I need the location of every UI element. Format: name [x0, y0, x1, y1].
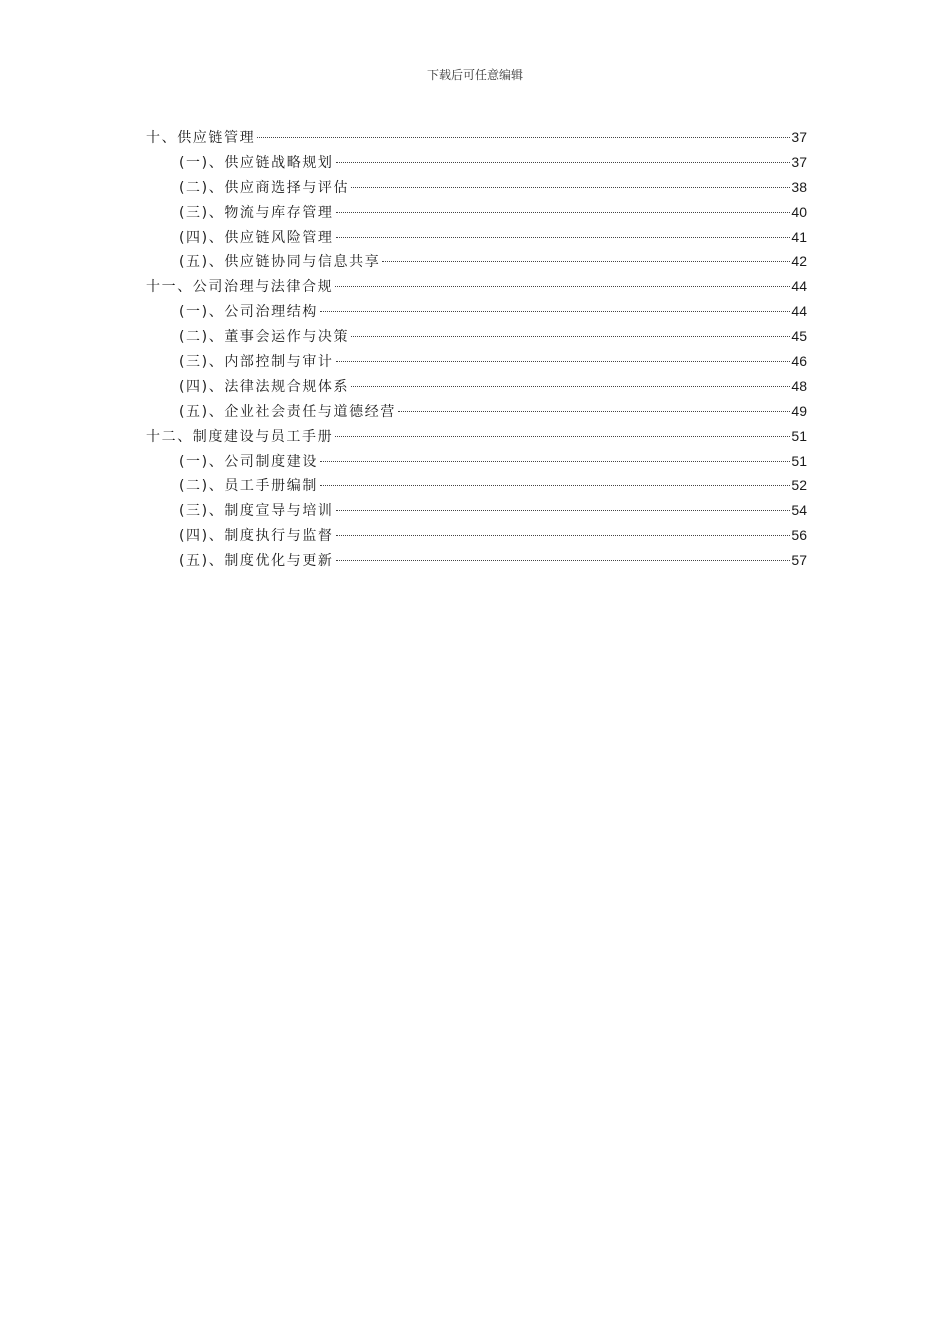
toc-entry-title: 十、供应链管理	[146, 130, 256, 146]
toc-section-entry[interactable]	[146, 175, 807, 200]
toc-dot-leader	[336, 535, 791, 536]
toc-dot-leader	[336, 237, 791, 238]
toc-dot-leader	[335, 436, 790, 437]
toc-chapter-entry[interactable]	[146, 424, 807, 449]
toc-page-number: 44	[791, 303, 807, 320]
toc-section-entry[interactable]	[146, 225, 807, 250]
toc-page-number: 51	[791, 452, 807, 469]
toc-section-entry[interactable]	[146, 548, 807, 573]
toc-dot-leader	[257, 137, 790, 138]
toc-chapter-entry[interactable]	[146, 274, 807, 299]
toc-page-number: 56	[791, 527, 807, 544]
toc-page-number: 38	[791, 178, 807, 195]
toc-section-entry[interactable]	[146, 249, 807, 274]
toc-entry-title: (二)、供应商选择与评估	[179, 179, 350, 196]
toc-dot-leader	[336, 361, 791, 362]
toc-page-number: 57	[791, 552, 807, 569]
toc-section-entry[interactable]	[146, 374, 807, 399]
toc-dot-leader	[336, 510, 791, 511]
toc-page-number: 40	[791, 203, 807, 220]
toc-dot-leader	[320, 461, 790, 462]
toc-entry-title: (一)、公司制度建设	[179, 453, 318, 470]
toc-section-entry[interactable]	[146, 449, 807, 474]
toc-page-number: 52	[791, 477, 807, 494]
toc-page-number: 37	[791, 129, 807, 145]
toc-entry-title: (五)、供应链协同与信息共享	[179, 254, 381, 271]
toc-dot-leader	[320, 485, 790, 486]
toc-page-number: 45	[791, 328, 807, 345]
table-of-contents	[146, 125, 807, 573]
toc-dot-leader	[351, 187, 790, 188]
toc-dot-leader	[336, 162, 791, 163]
toc-dot-leader	[335, 286, 790, 287]
toc-dot-leader	[336, 212, 791, 213]
toc-page-number: 49	[791, 402, 807, 419]
toc-chapter-entry[interactable]	[146, 125, 807, 150]
toc-entry-title: (四)、供应链风险管理	[179, 229, 334, 246]
toc-page-number: 44	[791, 278, 807, 295]
toc-page-number: 37	[791, 153, 807, 170]
toc-page-number: 46	[791, 353, 807, 370]
toc-section-entry[interactable]	[146, 299, 807, 324]
toc-entry-title: (二)、董事会运作与决策	[179, 329, 350, 346]
toc-dot-leader	[351, 336, 790, 337]
page-header: 下载后可任意编辑	[426, 68, 523, 82]
toc-section-entry[interactable]	[146, 523, 807, 548]
toc-entry-title: 十二、制度建设与员工手册	[146, 428, 334, 445]
toc-entry-title: (五)、企业社会责任与道德经营	[179, 403, 396, 420]
toc-section-entry[interactable]	[146, 200, 807, 225]
toc-section-entry[interactable]	[146, 349, 807, 374]
toc-page-number: 51	[791, 427, 807, 444]
toc-dot-leader	[336, 560, 791, 561]
toc-entry-title: 十一、公司治理与法律合规	[146, 279, 334, 296]
toc-page-number: 48	[791, 377, 807, 394]
toc-entry-title: (五)、制度优化与更新	[179, 553, 334, 570]
toc-dot-leader	[320, 311, 790, 312]
toc-section-entry[interactable]	[146, 324, 807, 349]
toc-entry-title: (一)、供应链战略规划	[179, 154, 334, 171]
toc-entry-title: (三)、制度宣导与培训	[179, 503, 334, 520]
toc-page-number: 42	[791, 253, 807, 270]
toc-dot-leader	[382, 261, 790, 262]
toc-entry-title: (四)、法律法规合规体系	[179, 378, 350, 395]
toc-page-number: 41	[791, 228, 807, 245]
toc-page-number: 54	[791, 502, 807, 519]
toc-entry-title: (三)、内部控制与审计	[179, 354, 334, 371]
toc-dot-leader	[398, 411, 790, 412]
toc-entry-title: (四)、制度执行与监督	[179, 528, 334, 545]
toc-entry-title: (三)、物流与库存管理	[179, 204, 334, 221]
toc-section-entry[interactable]	[146, 399, 807, 424]
toc-section-entry[interactable]	[146, 473, 807, 498]
toc-dot-leader	[351, 386, 790, 387]
toc-entry-title: (一)、公司治理结构	[179, 304, 318, 321]
toc-section-entry[interactable]	[146, 498, 807, 523]
toc-entry-title: (二)、员工手册编制	[179, 478, 318, 495]
toc-section-entry[interactable]	[146, 150, 807, 175]
